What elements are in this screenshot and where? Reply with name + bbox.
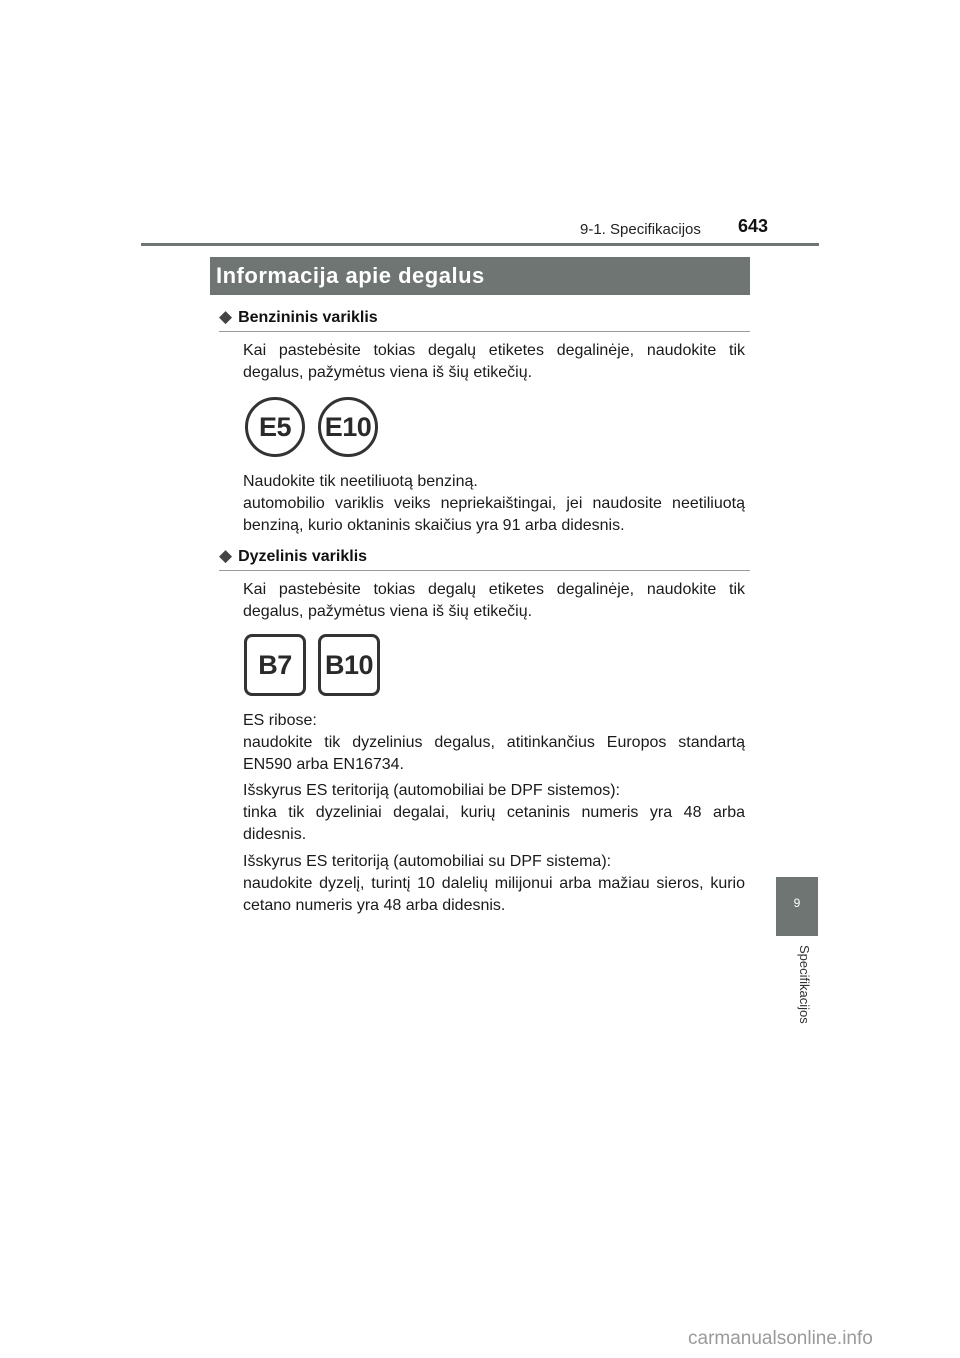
label-b7-badge: B7 [244,634,306,696]
diesel-nodpf-text: tinka tik dyzeliniai degalai, kurių cetaninis numeris yra 48 arba didesnis. [243,804,745,843]
diesel-dpf-heading: Išskyrus ES teritoriją (automobiliai su DPF sistema): [243,853,612,870]
diesel-es-text: naudokite tik dyzelinius degalus, atitinkančius Europos standartą EN590 arba EN16734. [243,734,745,773]
page-number: 643 [738,216,769,236]
petrol-heading [219,307,750,327]
side-tab-number: 9 [776,877,818,936]
diamond-icon: ◆ [219,307,233,326]
diesel-intro: Kai pastebėsite tokias degalų etiketes degalinėje, naudokite tik degalus, pažymėtus viena iš šių etikečių. [243,581,745,620]
petrol-text-line2: automobilio variklis veiks nepriekaištingai, jei naudosite neetiliuotą benziną, kurio oktaninis skaičius yra 91 arba didesnis. [243,495,745,534]
side-tab-label: Specifikacijos [797,945,812,1024]
diamond-icon: ◆ [219,546,233,565]
header-section: 9-1. Specifikacijos [580,221,701,238]
petrol-heading-rule [219,331,750,332]
label-b10-badge: B10 [318,634,380,696]
petrol-heading-text: Benzininis variklis [238,309,378,326]
petrol-intro: Kai pastebėsite tokias degalų etiketes degalinėje, naudokite tik degalus, pažymėtus viena iš šių etikečių. [243,342,745,381]
label-e10-badge: E10 [318,397,378,457]
diesel-dpf-text: naudokite dyzelį, turintį 10 dalelių milijonui arba mažiau sieros, kurio cetano numeris yra 48 arba didesnis. [243,875,745,914]
watermark: carmanualsonline.info [688,1328,873,1349]
diesel-nodpf-heading: Išskyrus ES teritoriją (automobiliai be DPF sistemos): [243,782,620,799]
diesel-heading [219,546,750,566]
diesel-heading-text: Dyzelinis variklis [238,548,368,565]
petrol-text-line1: Naudokite tik neetiliuotą benziną. [243,473,478,490]
page-title: Informacija apie degalus [210,257,750,295]
label-e5-badge: E5 [245,397,305,457]
header-rule [141,243,819,246]
diesel-es-heading: ES ribose: [243,712,317,729]
diesel-heading-rule [219,570,750,571]
